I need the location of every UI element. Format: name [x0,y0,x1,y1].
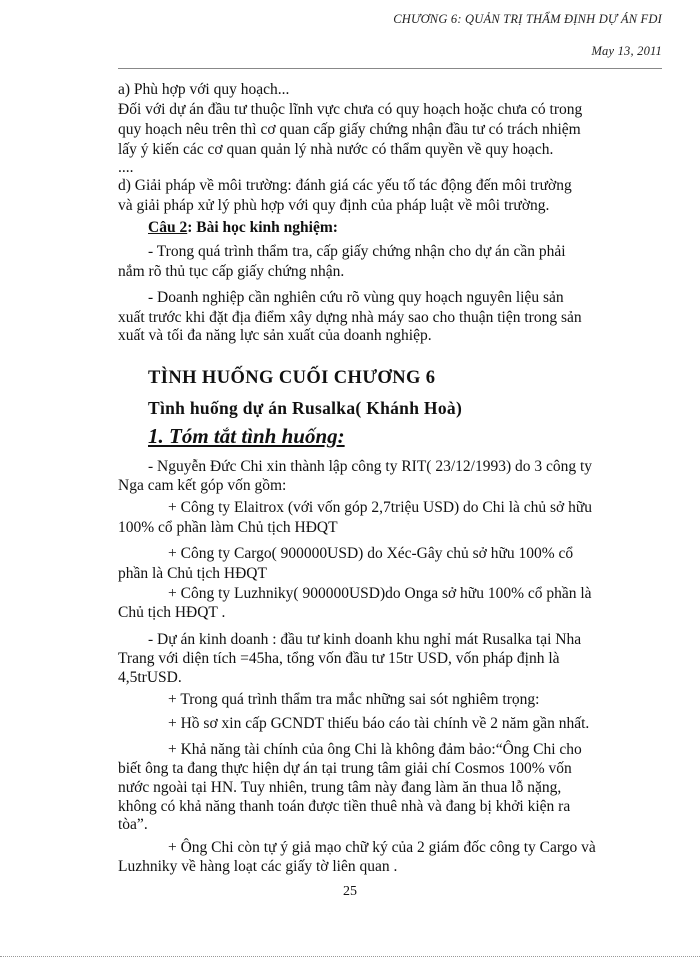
intro-line-1: - Nguyễn Đức Chi xin thành lập công ty RIT( 23/12/1993) do 3 công ty [148,458,593,475]
error-finance-line-2: biết ông ta đang thực hiện dự án tại trung tâm giải chí Cosmos 100% vốn [118,760,572,777]
error-forgery-line-2: Luzhniky về hàng loạt các giấy tờ liên quan . [118,858,398,875]
lesson-2-line-3: xuất và tối đa năng lực sản xuất của doanh nghiệp. [118,327,432,344]
company-2-line-2: phần là Chủ tịch HĐQT [118,565,267,582]
ellipsis: .... [118,159,134,176]
company-3-line-1: + Công ty Luzhniky( 900000USD)do Onga sở hữu 100% cổ phần là [168,585,592,602]
company-2-line-1: + Công ty Cargo( 900000USD) do Xéc-Gây chủ sở hữu 100% cổ [168,545,574,562]
case-title: TÌNH HUỐNG CUỐI CHƯƠNG 6 [148,368,436,388]
lesson-2-line-1: - Doanh nghiệp cần nghiên cứu rõ vùng quy hoạch nguyên liệu sản [148,289,564,306]
company-1-line-2: 100% cổ phần làm Chủ tịch HĐQT [118,519,338,536]
lesson-2-line-2: xuất trước khi đặt địa điểm xây dựng nhà máy sao cho thuận tiện trong sản [118,309,582,326]
question-2-title: : Bài học kinh nghiệm: [187,219,338,236]
section-d-line-2: và giải pháp xử lý phù hợp với quy định của pháp luật về môi trường. [118,197,550,214]
company-1-line-1: + Công ty Elaitrox (với vốn góp 2,7triệu USD) do Chi là chủ sở hữu [168,499,593,516]
page-bottom-edge [0,956,700,957]
error-forgery-line-1: + Ông Chi còn tự ý giả mạo chữ ký của 2 giám đốc công ty Cargo và [168,839,596,856]
section-d-line-1: d) Giải pháp về môi trường: đánh giá các yếu tố tác động đến môi trường [118,177,572,194]
section-1-heading: 1. Tóm tắt tình huống: [148,424,345,448]
lesson-1-line-2: nắm rõ thủ tục cấp giấy chứng nhận. [118,263,345,280]
error-missing-report: + Hồ sơ xin cấp GCNDT thiếu báo cáo tài chính về 2 năm gần nhất. [168,715,590,732]
project-line-2: Trang với diện tích =45ha, tổng vốn đầu tư 15tr USD, vốn pháp định là [118,650,560,667]
page-number: 25 [343,884,357,899]
question-2-label: Câu 2 [148,219,188,236]
question-2-heading [148,218,338,238]
project-line-1: - Dự án kinh doanh : đầu tư kinh doanh khu nghỉ mát Rusalka tại Nha [148,631,582,648]
company-3-line-2: Chủ tịch HĐQT . [118,604,226,621]
case-subtitle: Tình huống dự án Rusalka( Khánh Hoà) [148,398,463,418]
running-header-date: May 13, 2011 [591,44,662,58]
intro-line-2: Nga cam kết góp vốn gồm: [118,477,287,494]
section-a-heading: a) Phù hợp với quy hoạch... [118,81,290,98]
error-finance-line-3: nước ngoài tại HN. Tuy nhiên, trung tâm này đang làm ăn thua lỗ nặng, [118,779,562,796]
header-rule [118,68,662,69]
error-finance-line-5: tòa”. [118,816,148,833]
project-line-3: 4,5trUSD. [118,669,182,686]
error-finance-line-1: + Khả năng tài chính của ông Chi là không đảm bảo:“Ông Chi cho [168,741,582,758]
section-a-line-2: quy hoạch nêu trên thì cơ quan cấp giấy chứng nhận đầu tư có trách nhiệm [118,121,581,138]
section-a-line-1: Đối với dự án đầu tư thuộc lĩnh vực chưa có quy hoạch hoặc chưa có trong [118,101,583,118]
lesson-1-line-1: - Trong quá trình thẩm tra, cấp giấy chứng nhận cho dự án cần phải [148,243,566,260]
error-intro: + Trong quá trình thẩm tra mắc những sai sót nghiêm trọng: [168,691,540,708]
error-finance-line-4: không có khả năng thanh toán được tiền thuê nhà và đang bị khởi kiện ra [118,798,571,815]
section-a-line-3: lấy ý kiến các cơ quan quản lý nhà nước có thẩm quyền về quy hoạch. [118,141,554,158]
running-header-chapter: CHƯƠNG 6: QUẢN TRỊ THẨM ĐỊNH DỰ ÁN FDI [393,12,662,26]
